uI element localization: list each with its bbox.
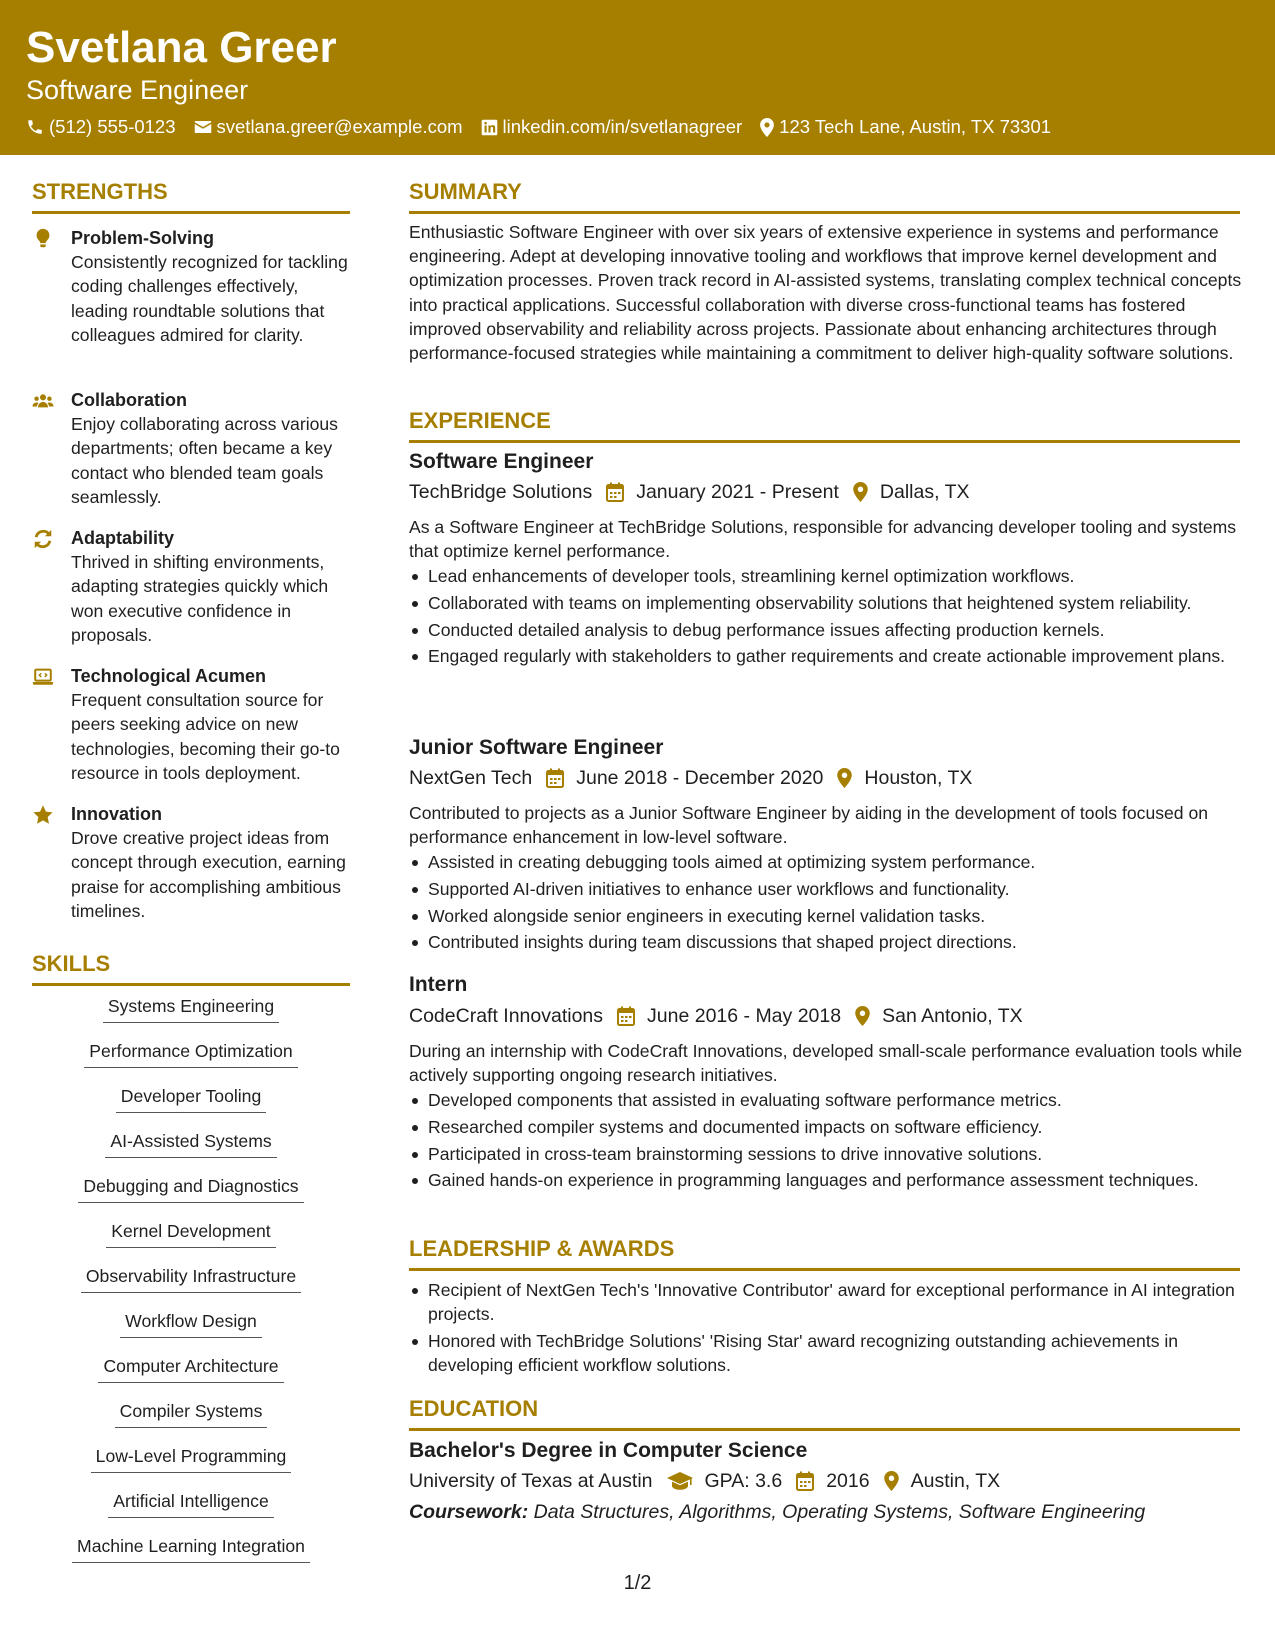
strength-title: Technological Acumen bbox=[71, 666, 267, 686]
graduation-year: 2016 bbox=[826, 1470, 870, 1492]
skill-label: Observability Infrastructure bbox=[81, 1264, 301, 1293]
contact-bar bbox=[26, 114, 1069, 140]
leadership-bullets bbox=[409, 1278, 1244, 1380]
job-location: San Antonio, TX bbox=[882, 1005, 1023, 1027]
job-dates: June 2016 - May 2018 bbox=[647, 1005, 842, 1027]
job-bullet: Assisted in creating debugging tools aimed at optimizing system performance. bbox=[409, 850, 1244, 874]
skill-item bbox=[32, 1219, 350, 1264]
skill-label: AI-Assisted Systems bbox=[105, 1129, 276, 1158]
candidate-title: Software Engineer bbox=[26, 75, 249, 105]
skill-item bbox=[32, 1354, 350, 1399]
skill-label: Artificial Intelligence bbox=[108, 1489, 273, 1518]
skill-label: Performance Optimization bbox=[84, 1039, 297, 1068]
map-marker-icon bbox=[853, 482, 868, 502]
skill-item bbox=[32, 1489, 350, 1534]
strength-desc: Drove creative project ideas from concept through execution, earning praise for accomplishing ambitious timelines. bbox=[71, 828, 346, 921]
school-location: Austin, TX bbox=[910, 1470, 1001, 1492]
laptop-code-icon bbox=[32, 666, 54, 688]
skill-label: Systems Engineering bbox=[103, 994, 279, 1023]
education-meta bbox=[409, 1467, 1014, 1495]
strength-title: Adaptability bbox=[71, 528, 175, 548]
job-bullet: Supported AI-driven initiatives to enhance user workflows and functionality. bbox=[409, 877, 1244, 901]
job-company: NextGen Tech bbox=[409, 767, 533, 789]
job-bullet: Worked alongside senior engineers in executing kernel validation tasks. bbox=[409, 904, 1244, 928]
job-description: Contributed to projects as a Junior Software Engineer by aiding in the development of tools focused on performance enhancement in low-level software. bbox=[409, 803, 1209, 848]
strength-title: Collaboration bbox=[71, 390, 187, 410]
job-bullet: Collaborated with teams on implementing observability solutions that heightened system reliability. bbox=[409, 591, 1244, 615]
job-bullet: Researched compiler systems and documented impacts on software efficiency. bbox=[409, 1115, 1244, 1139]
summary-text: Enthusiastic Software Engineer with over six years of extensive experience in systems and performance engineering. Adept at developing innovative tooling and workflows that improve kernel development and optimization processes. Proven track record in AI-assisted systems, translating complex technical concepts into practical applications. Successful collaboration with diverse cross-functional teams has fostered improved observability and reliability across projects. Passionate about enhancing architectures through performance-focused strategies while maintaining a commitment to deliver high-quality software solutions. bbox=[409, 222, 1242, 364]
sync-icon bbox=[32, 528, 54, 550]
phone-text: (512) 555-0123 bbox=[49, 116, 176, 137]
map-marker-icon bbox=[884, 1471, 899, 1491]
strength-desc: Consistently recognized for tackling coding challenges effectively, leading roundtable solutions that colleagues admired for clarity. bbox=[71, 252, 348, 345]
calendar-icon bbox=[617, 1006, 635, 1026]
job-bullet: Lead enhancements of developer tools, streamlining kernel optimization workflows. bbox=[409, 564, 1244, 588]
skills-list bbox=[32, 994, 350, 1579]
graduation-cap-icon bbox=[667, 1471, 693, 1491]
summary-heading: SUMMARY bbox=[409, 178, 1240, 214]
job-bullet: Developed components that assisted in evaluating software performance metrics. bbox=[409, 1088, 1244, 1112]
candidate-name: Svetlana Greer bbox=[26, 23, 337, 72]
school-name: University of Texas at Austin bbox=[409, 1470, 653, 1492]
experience-heading: EXPERIENCE bbox=[409, 407, 1240, 443]
job-location: Dallas, TX bbox=[879, 481, 970, 503]
contact-phone[interactable] bbox=[26, 114, 176, 140]
skills-heading: SKILLS bbox=[32, 950, 350, 986]
job-bullet: Participated in cross-team brainstorming sessions to drive innovative solutions. bbox=[409, 1142, 1244, 1166]
skill-label: Kernel Development bbox=[106, 1219, 275, 1248]
award-bullet: Recipient of NextGen Tech's 'Innovative Contributor' award for exceptional performance in AI integration projects. bbox=[409, 1278, 1244, 1326]
job-bullet: Gained hands-on experience in programming languages and performance assessment techniques. bbox=[409, 1168, 1244, 1192]
linkedin-icon bbox=[481, 119, 498, 136]
skill-item bbox=[32, 994, 350, 1039]
job-dates: January 2021 - Present bbox=[636, 481, 839, 503]
strengths-heading: STRENGTHS bbox=[32, 178, 350, 214]
strength-desc: Enjoy collaborating across various departments; often became a key contact who blended team goals seamlessly. bbox=[71, 414, 338, 507]
job-bullet: Engaged regularly with stakeholders to gather requirements and create actionable improvement plans. bbox=[409, 644, 1244, 668]
strength-title: Innovation bbox=[71, 804, 162, 824]
email-text: svetlana.greer@example.com bbox=[216, 116, 463, 137]
skill-label: Developer Tooling bbox=[116, 1084, 267, 1113]
skill-label: Compiler Systems bbox=[115, 1399, 268, 1428]
skill-item bbox=[32, 1399, 350, 1444]
job-location: Houston, TX bbox=[864, 767, 973, 789]
skill-item bbox=[32, 1309, 350, 1354]
job-meta bbox=[409, 1002, 1037, 1030]
coursework-list: Data Structures, Algorithms, Operating Systems, Software Engineering bbox=[533, 1501, 1146, 1523]
star-icon bbox=[32, 804, 54, 826]
resume-header bbox=[0, 0, 1275, 155]
job-company: TechBridge Solutions bbox=[409, 481, 593, 503]
job-bullet: Contributed insights during team discussions that shaped project directions. bbox=[409, 930, 1244, 954]
job-meta bbox=[409, 764, 986, 792]
envelope-icon bbox=[194, 119, 212, 135]
map-marker-icon bbox=[837, 768, 852, 788]
skill-item bbox=[32, 1039, 350, 1084]
job-company: CodeCraft Innovations bbox=[409, 1005, 604, 1027]
skill-label: Computer Architecture bbox=[98, 1354, 283, 1383]
calendar-icon bbox=[546, 768, 564, 788]
skill-item bbox=[32, 1444, 350, 1489]
contact-linkedin[interactable] bbox=[481, 114, 743, 140]
skill-label: Debugging and Diagnostics bbox=[78, 1174, 303, 1203]
job-meta bbox=[409, 478, 984, 506]
calendar-icon bbox=[796, 1471, 814, 1491]
linkedin-text: linkedin.com/in/svetlanagreer bbox=[502, 116, 743, 137]
gpa: GPA: 3.6 bbox=[704, 1470, 783, 1492]
skill-label: Machine Learning Integration bbox=[72, 1534, 310, 1563]
map-marker-icon bbox=[760, 118, 774, 137]
strength-desc: Frequent consultation source for peers seeking advice on new technologies, becoming their go-to resource in tools deployment. bbox=[71, 690, 340, 783]
job-title: Intern bbox=[409, 973, 468, 996]
lightbulb-icon bbox=[32, 228, 54, 250]
page-number: 1/2 bbox=[623, 1572, 652, 1594]
job-title: Junior Software Engineer bbox=[409, 736, 664, 759]
education-heading: EDUCATION bbox=[409, 1395, 1240, 1431]
job-dates: June 2018 - December 2020 bbox=[576, 767, 824, 789]
leadership-heading: LEADERSHIP & AWARDS bbox=[409, 1235, 1240, 1271]
job-description: As a Software Engineer at TechBridge Solutions, responsible for advancing developer tooling and systems that optimize kernel performance. bbox=[409, 517, 1237, 562]
job-description: During an internship with CodeCraft Innovations, developed small-scale performance evaluation tools while actively supporting ongoing research initiatives. bbox=[409, 1041, 1243, 1086]
skill-item bbox=[32, 1174, 350, 1219]
contact-address bbox=[760, 114, 1051, 140]
skill-item bbox=[32, 1264, 350, 1309]
address-text: 123 Tech Lane, Austin, TX 73301 bbox=[779, 116, 1052, 137]
skill-label: Low-Level Programming bbox=[91, 1444, 292, 1473]
contact-email[interactable] bbox=[194, 114, 463, 140]
skill-item bbox=[32, 1129, 350, 1174]
job-bullet: Conducted detailed analysis to debug performance issues affecting production kernels. bbox=[409, 618, 1244, 642]
strength-desc: Thrived in shifting environments, adapting strategies quickly which won executive confidence in proposals. bbox=[71, 552, 329, 645]
job-title: Software Engineer bbox=[409, 450, 594, 473]
job-bullets bbox=[409, 1088, 1244, 1195]
map-marker-icon bbox=[855, 1006, 870, 1026]
calendar-icon bbox=[606, 482, 624, 502]
award-bullet: Honored with TechBridge Solutions' 'Rising Star' award recognizing outstanding achievements in developing efficient workflow solutions. bbox=[409, 1329, 1244, 1377]
job-bullets bbox=[409, 564, 1244, 671]
job-bullets bbox=[409, 850, 1244, 957]
coursework bbox=[409, 1498, 1145, 1526]
skill-item bbox=[32, 1084, 350, 1129]
degree-title: Bachelor's Degree in Computer Science bbox=[409, 1439, 808, 1462]
strength-title: Problem-Solving bbox=[71, 228, 215, 248]
phone-icon bbox=[26, 118, 44, 136]
coursework-label: Coursework: bbox=[409, 1501, 529, 1523]
skill-label: Workflow Design bbox=[120, 1309, 262, 1338]
users-icon bbox=[32, 390, 54, 412]
